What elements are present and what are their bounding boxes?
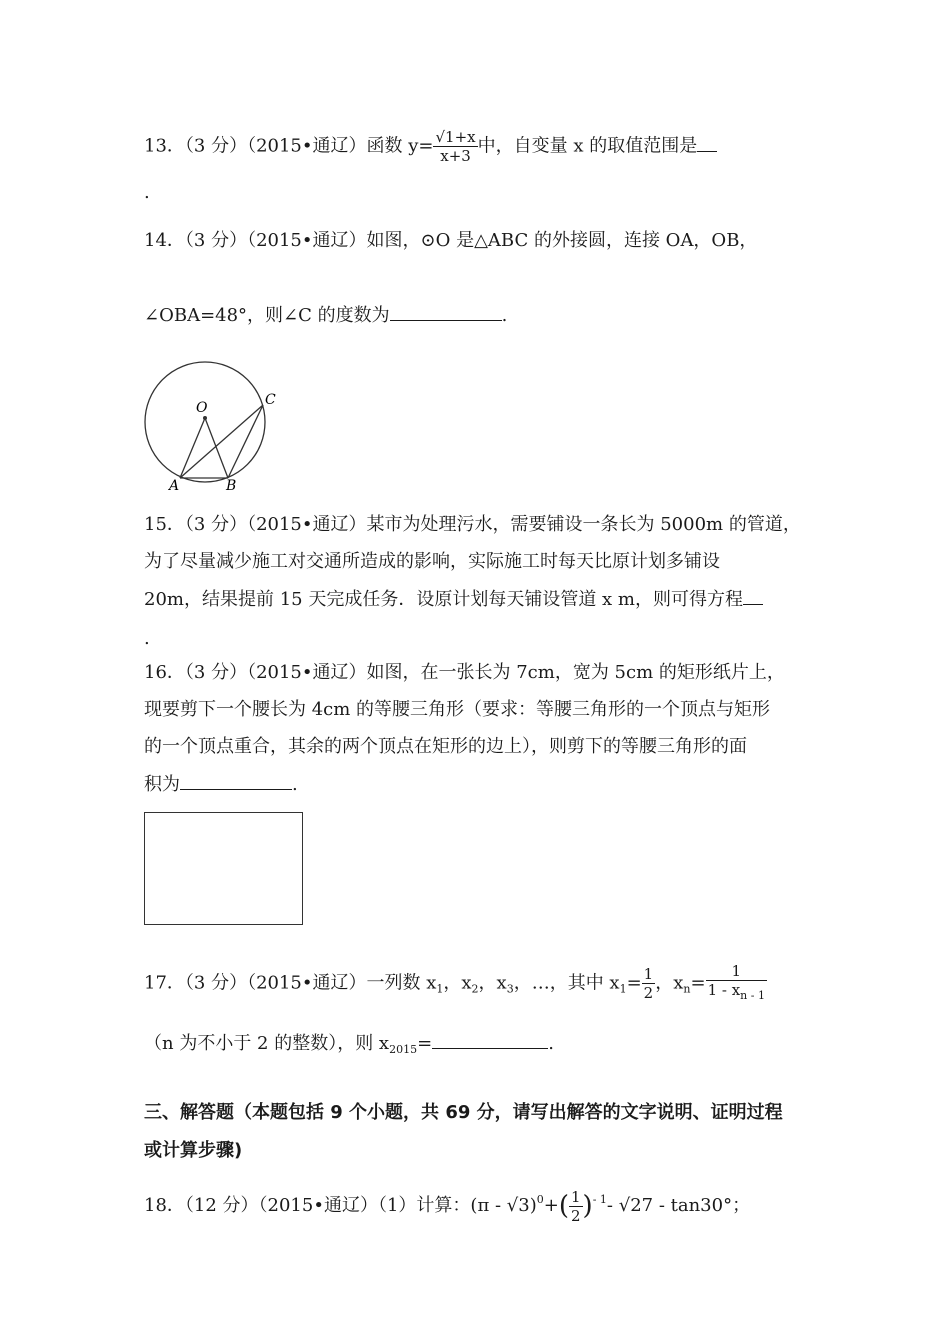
q17-line2-eq: = <box>417 1033 433 1054</box>
q16-line4 <box>144 771 298 798</box>
q17-dots: ，…，其中 x <box>513 972 620 994</box>
q17-sep-2: ，x <box>478 972 507 994</box>
q18-half-den: 2 <box>571 1206 581 1225</box>
q18-plus: + <box>543 1195 559 1216</box>
q17-eq-2: = <box>690 972 706 994</box>
q16-answer-blank[interactable] <box>180 771 292 790</box>
q17-xn-sub: n <box>683 982 691 996</box>
q18-part1: (π - √3) <box>470 1195 537 1216</box>
q17-x1-sub: 1 <box>619 982 627 996</box>
q17-xn-label: ，x <box>655 972 684 994</box>
q18-paren-open: ( <box>558 1191 569 1221</box>
label-a: A <box>169 478 180 492</box>
q16-line2: 现要剪下一个腰长为 4cm 的等腰三角形（要求：等腰三角形的一个顶点与矩形 <box>144 699 771 720</box>
label-c: C <box>265 392 276 408</box>
label-o: O <box>196 400 208 416</box>
q15-line3-text: 20m，结果提前 15 天完成任务．设原计划每天铺设管道 x m，则可得方程 <box>144 589 743 610</box>
q17-eq-1: = <box>626 972 642 994</box>
circle-o <box>145 362 265 482</box>
q13-fraction <box>433 128 477 165</box>
q13-frac-den: x+3 <box>440 147 471 165</box>
segment-ac <box>180 405 263 478</box>
q13-line <box>144 128 717 165</box>
q13-suffix: 中，自变量 x 的取值范围是 <box>477 135 698 157</box>
q18-half-num: 1 <box>571 1187 581 1206</box>
q13-answer-blank[interactable] <box>697 133 717 152</box>
q14-line1: 14．（3 分）（2015•通辽）如图，⊙O 是△ABC 的外接圆，连接 OA，OB， <box>144 230 758 251</box>
q17-line2-prefix: （n 为不小于 2 的整数），则 x <box>144 1033 390 1054</box>
q18-half-fraction <box>569 1188 583 1225</box>
section3-heading-line1: 三、解答题（本题包括 9 个小题，共 69 分，请写出解答的文字说明、证明过程 <box>144 1102 783 1123</box>
q17-sep-1: ，x <box>443 972 472 994</box>
q18-exp-neg1: - 1 <box>592 1193 607 1206</box>
q17-xn-fraction <box>706 962 767 1005</box>
q17-x1-fraction <box>642 965 656 1002</box>
q17-line1 <box>144 962 767 1010</box>
q14-answer-blank[interactable] <box>390 302 502 321</box>
q16-rectangle-figure <box>144 812 303 925</box>
q13-prefix: 13．（3 分）（2015•通辽）函数 y= <box>144 135 434 157</box>
q15-end: . <box>144 628 150 649</box>
q13-frac-num: √1+x <box>435 128 476 146</box>
q16-line3: 的一个顶点重合，其余的两个顶点在矩形的边上），则剪下的等腰三角形的面 <box>144 736 747 757</box>
q13-end: . <box>144 182 150 203</box>
label-b: B <box>226 478 237 492</box>
q18-rest: - √27 - tan30°； <box>606 1195 751 1216</box>
q17-xn-den <box>706 981 767 1005</box>
q17-xn-num: 1 <box>706 962 767 981</box>
q17-answer-blank[interactable] <box>432 1030 548 1049</box>
q15-answer-blank[interactable] <box>743 586 763 605</box>
q16-line1: 16．（3 分）（2015•通辽）如图，在一张长为 7cm，宽为 5cm 的矩形纸片上， <box>144 662 785 683</box>
q14-end: . <box>501 305 508 326</box>
q16-line4-text: 积为 <box>144 774 180 795</box>
q18-paren-close: ) <box>582 1191 593 1221</box>
q17-xn-den-sub: n - 1 <box>740 989 765 1002</box>
q15-line3 <box>144 586 763 613</box>
q15-line2: 为了尽量减少施工对交通所造成的影响，实际施工时每天比原计划多铺设 <box>144 551 720 572</box>
q15-line1: 15．（3 分）（2015•通辽）某市为处理污水，需要铺设一条长为 5000m 的管道， <box>144 514 801 535</box>
q16-end: . <box>292 774 298 795</box>
q17-xn-den-text: 1 - x <box>707 981 741 999</box>
q17-sub-1: 1 <box>436 982 444 996</box>
q17-line2-sub: 2015 <box>389 1043 418 1056</box>
q17-prefix: 17．（3 分）（2015•通辽）一列数 x <box>144 972 437 994</box>
q17-x1-num: 1 <box>643 965 654 983</box>
segment-ob <box>205 418 228 478</box>
q14-line2 <box>144 302 507 329</box>
q18-line <box>144 1180 750 1226</box>
q17-sub-2: 2 <box>471 982 479 996</box>
q17-end: . <box>548 1033 554 1054</box>
q14-circle-figure <box>140 360 290 492</box>
q17-x1-den: 2 <box>643 984 654 1002</box>
q17-line2 <box>144 1030 554 1063</box>
q18-exp0: 0 <box>536 1193 544 1206</box>
point-o <box>203 416 207 420</box>
section3-heading-line2: 或计算步骤) <box>144 1140 243 1161</box>
q18-prefix: 18．（12 分）（2015•通辽）（1）计算： <box>144 1195 471 1216</box>
q14-line2-text: ∠OBA=48°，则∠C 的度数为 <box>144 305 390 326</box>
segment-oa <box>180 418 205 478</box>
q17-sub-3: 3 <box>506 982 514 996</box>
